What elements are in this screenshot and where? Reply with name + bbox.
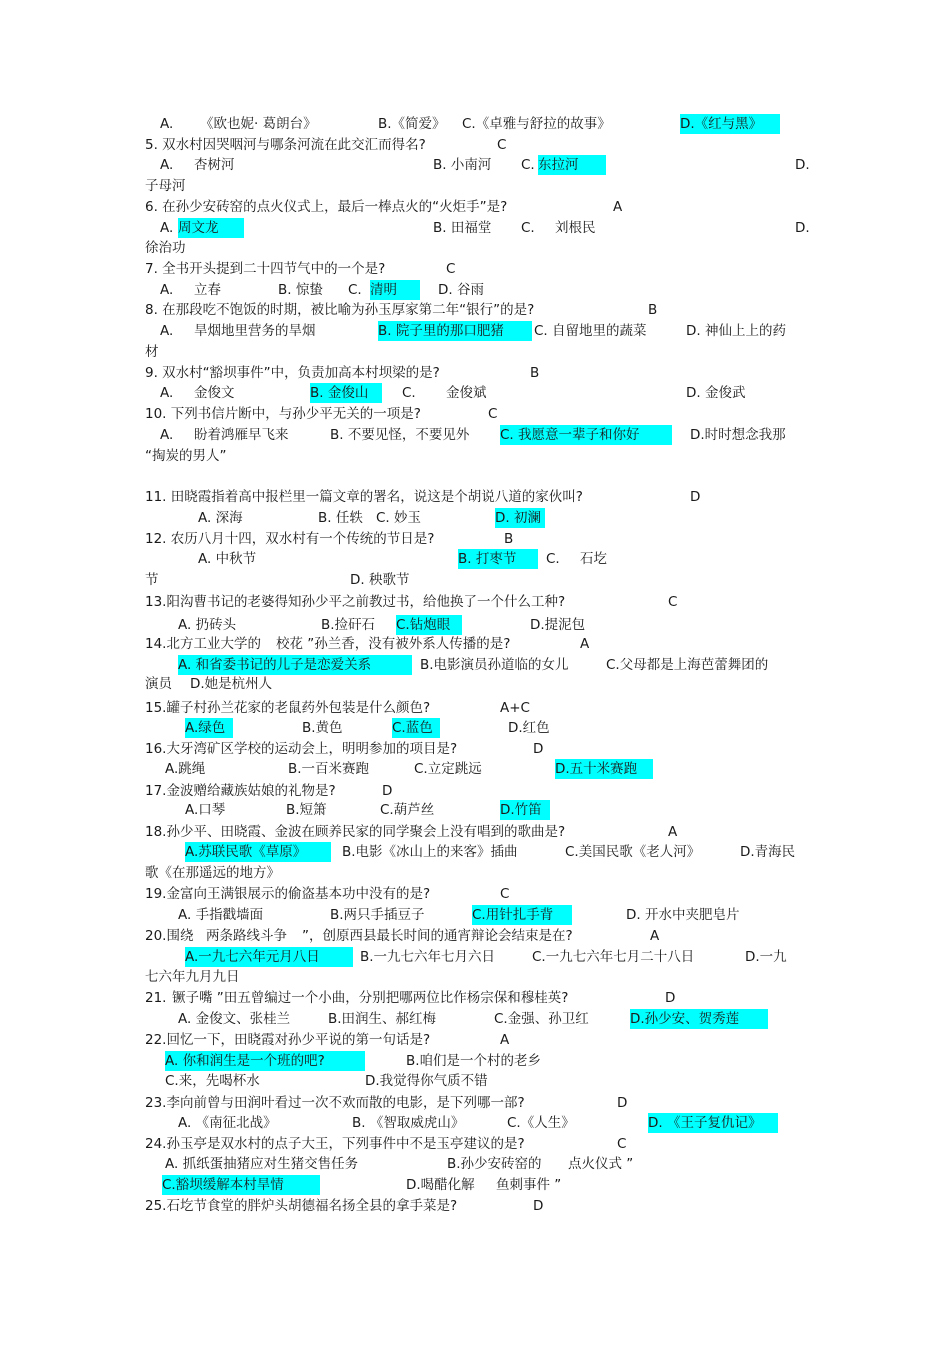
text-segment: A. 手指戳墙面 <box>178 907 264 923</box>
text-segment: 7. 全书开头提到二十四节气中的一个是? <box>145 261 386 277</box>
text-segment: 两条路线斗争 <box>206 928 287 944</box>
text-segment: A. 抓纸蛋抽猪应对生猪交售任务 <box>165 1156 359 1172</box>
text-segment: D <box>617 1095 628 1111</box>
text-segment: 9. 双水村“豁坝事件”中，负责加高本村坝梁的是? <box>145 365 440 381</box>
text-segment: 16.大牙湾矿区学校的运动会上，明明参加的项目是? <box>145 741 458 757</box>
text-segment: 6. 在孙少安砖窑的点火仪式上，最后一棒点火的“火炬手”是? <box>145 199 508 215</box>
text-segment: C.葫芦丝 <box>380 802 435 818</box>
text-segment: 演员 <box>145 676 172 692</box>
highlighted-answer: A.苏联民歌《草原》 <box>185 842 331 862</box>
text-segment: A <box>668 824 678 840</box>
highlighted-answer: D.孙少安、贺秀莲 <box>630 1009 768 1029</box>
highlighted-answer: D.《红与黑》 <box>680 114 780 134</box>
text-segment: 石圪 <box>580 551 607 567</box>
text-segment: 19.金富向王满银展示的偷盗基本功中没有的是? <box>145 886 431 902</box>
text-segment: B.一九七六年七月六日 <box>360 949 496 965</box>
text-segment: 11. 田晓霞指着高中报栏里一篇文章的署名，说这是个胡说八道的家伙叫? <box>145 489 583 505</box>
text-segment: 盼着鸿雁早飞来 <box>194 427 289 443</box>
text-segment: 13.阳沟曹书记的老婆得知孙少平之前教过书，给他换了一个什么工种? <box>145 594 566 610</box>
text-segment: C <box>500 886 510 902</box>
text-segment: 15.罐子村孙兰花家的老鼠药外包装是什么颜色? <box>145 700 431 716</box>
text-segment: C.美国民歌《老人河》 <box>565 844 701 860</box>
text-segment: 18.孙少平、田晓霞、金波在顾养民家的同学聚会上没有唱到的歌曲是? <box>145 824 566 840</box>
text-segment: A <box>613 199 623 215</box>
text-segment: C.父母都是上海芭蕾舞团的 <box>606 657 769 673</box>
text-segment: 金俊文 <box>194 385 235 401</box>
text-segment: B.两只手插豆子 <box>330 907 425 923</box>
text-segment: 8. 在那段吃不饱饭的时期，被比喻为孙玉厚家第二年“银行”的是? <box>145 302 535 318</box>
text-segment: B.短箫 <box>286 802 327 818</box>
text-segment: 金俊斌 <box>446 385 487 401</box>
text-segment: 21. <box>145 990 167 1006</box>
text-segment: C.金强、孙卫红 <box>494 1011 589 1027</box>
text-segment: 24.孙玉亭是双水村的点子大王，下列事件中不是玉亭建议的是? <box>145 1136 525 1152</box>
text-segment: C. <box>521 157 535 173</box>
text-segment: D <box>690 489 701 505</box>
text-segment: 立春 <box>194 282 221 298</box>
text-segment: B.咱们是一个村的老乡 <box>406 1053 542 1069</box>
text-segment: B. 小南河 <box>433 157 492 173</box>
text-segment: A. 扔砖头 <box>178 617 237 633</box>
text-segment: “掏炭的男人” <box>145 448 227 464</box>
text-segment: B. 任轶 <box>318 510 363 526</box>
text-segment: 子母河 <box>145 178 186 194</box>
text-segment: D.一九 <box>745 949 787 965</box>
text-segment: 校花 ”孙兰香，没有被外系人传播的是? <box>276 636 511 652</box>
text-segment: C.来，先喝杯水 <box>165 1073 260 1089</box>
text-segment: C.立定跳远 <box>414 761 482 777</box>
text-segment: 徐治功 <box>145 240 186 256</box>
text-segment: 5. 双水村因哭咽河与哪条河流在此交汇而得名? <box>145 137 426 153</box>
text-segment: D <box>382 783 393 799</box>
highlighted-answer: C.蓝色 <box>392 718 440 738</box>
text-segment: C <box>497 137 507 153</box>
text-segment: B.《简爱》 <box>378 116 446 132</box>
text-segment: 17.金波赠给藏族姑娘的礼物是? <box>145 783 336 799</box>
highlighted-answer: B. 打枣节 <box>458 549 538 569</box>
text-segment: D <box>665 990 676 1006</box>
text-segment: B <box>504 531 514 547</box>
text-segment: C <box>488 406 498 422</box>
text-segment: A. 金俊文、张桂兰 <box>178 1011 291 1027</box>
text-segment: D <box>533 1198 544 1214</box>
highlighted-answer: A. 和省委书记的儿子是恋爱关系 <box>178 655 412 675</box>
text-segment: D.她是杭州人 <box>190 676 273 692</box>
text-segment: 23.李向前曾与田润叶看过一次不欢而散的电影，是下列哪一部? <box>145 1095 525 1111</box>
text-segment: 点火仪式 ” <box>568 1156 634 1172</box>
text-segment: D.喝醋化解 <box>406 1177 475 1193</box>
text-segment: 杏树河 <box>194 157 235 173</box>
text-segment: C. 自留地里的蔬菜 <box>534 323 647 339</box>
highlighted-answer: C.豁坝缓解本村旱情 <box>162 1175 320 1195</box>
text-segment: B.一百米赛跑 <box>288 761 370 777</box>
text-segment: 鱼刺事件 ” <box>496 1177 562 1193</box>
highlighted-answer: D. 初澜 <box>495 508 545 528</box>
text-segment: 25.石圪节食堂的胖炉头胡德福名扬全县的拿手菜是? <box>145 1198 458 1214</box>
text-segment: D. <box>795 157 810 173</box>
text-segment: C <box>446 261 456 277</box>
text-segment: C.一九七六年七月二十八日 <box>532 949 695 965</box>
text-segment: B.黄色 <box>302 720 343 736</box>
text-segment: D.红色 <box>508 720 550 736</box>
text-segment: B.孙少安砖窑的 <box>447 1156 542 1172</box>
text-segment: B.捡矸石 <box>321 617 376 633</box>
text-segment: 刘根民 <box>555 220 596 236</box>
text-segment: D. 金俊武 <box>686 385 746 401</box>
text-segment: D. <box>795 220 810 236</box>
text-segment: A. <box>160 220 174 236</box>
text-segment: B. 田福堂 <box>433 220 492 236</box>
text-segment: 歌《在那遥远的地方》 <box>145 865 280 881</box>
text-segment: A. <box>160 427 174 443</box>
text-segment: A. 深海 <box>198 510 243 526</box>
text-segment: A <box>500 1032 510 1048</box>
highlighted-answer: D. 《王子复仇记》 <box>648 1113 778 1133</box>
highlighted-answer: 周文龙 <box>178 218 244 238</box>
highlighted-answer: A. 你和润生是一个班的吧? <box>165 1051 365 1071</box>
text-segment: C.《人生》 <box>507 1115 575 1131</box>
text-segment: C.《卓雅与舒拉的故事》 <box>462 116 611 132</box>
text-segment: A. <box>160 323 174 339</box>
text-segment: 镢子嘴 ”田五曾编过一个小曲，分别把哪两位比作杨宗保和穆桂英? <box>172 990 569 1006</box>
text-segment: D. 谷雨 <box>438 282 484 298</box>
highlighted-answer: C.钻炮眼 <box>396 615 462 635</box>
text-segment: 14.北方工业大学的 <box>145 636 261 652</box>
text-segment: D. 开水中夹肥皂片 <box>626 907 740 923</box>
highlighted-answer: 东拉河 <box>538 155 606 175</box>
text-segment: C. <box>546 551 560 567</box>
text-segment: B. 《智取威虎山》 <box>352 1115 465 1131</box>
text-segment: A <box>650 928 660 944</box>
highlighted-answer: C. 我愿意一辈子和你好 <box>500 425 672 445</box>
text-segment: B.电影演员孙道临的女儿 <box>420 657 569 673</box>
text-segment: D <box>533 741 544 757</box>
highlighted-answer: D.竹笛 <box>500 800 550 820</box>
text-segment: B. 惊蛰 <box>278 282 323 298</box>
text-segment: B. 不要见怪，不要见外 <box>330 427 470 443</box>
text-segment: 旱烟地里营务的旱烟 <box>194 323 316 339</box>
text-segment: D. 神仙上上的药 <box>686 323 786 339</box>
text-segment: A.跳绳 <box>165 761 206 777</box>
text-segment: A. <box>160 116 174 132</box>
text-segment: A. <box>160 282 174 298</box>
text-segment: B <box>530 365 540 381</box>
text-segment: C. 妙玉 <box>376 510 422 526</box>
text-segment: B <box>648 302 658 318</box>
text-segment: A. <box>160 385 174 401</box>
text-segment: 七六年九月九日 <box>145 969 240 985</box>
highlighted-answer: A.一九七六年元月八日 <box>185 947 353 967</box>
text-segment: D.青海民 <box>740 844 796 860</box>
text-segment: D. 秧歌节 <box>350 572 410 588</box>
text-segment: A. <box>160 157 174 173</box>
text-segment: C <box>668 594 678 610</box>
text-segment: 12. 农历八月十四，双水村有一个传统的节日是? <box>145 531 435 547</box>
text-segment: 22.回忆一下，田晓霞对孙少平说的第一句话是? <box>145 1032 431 1048</box>
text-segment: A. 中秋节 <box>198 551 257 567</box>
highlighted-answer: C.用针扎手背 <box>472 905 572 925</box>
text-segment: A. 《南征北战》 <box>178 1115 277 1131</box>
text-segment: B.电影《冰山上的来客》插曲 <box>342 844 518 860</box>
text-segment: 节 <box>145 572 159 588</box>
highlighted-answer: A.绿色 <box>185 718 233 738</box>
text-segment: 10. 下列书信片断中，与孙少平无关的一项是? <box>145 406 421 422</box>
highlighted-answer: B. 金俊山 <box>310 383 382 403</box>
text-segment: ”，创原西县最长时间的通宵辩论会结束是在? <box>302 928 573 944</box>
text-segment: A+C <box>500 700 530 716</box>
text-segment: D.提泥包 <box>530 617 586 633</box>
text-segment: D.我觉得你气质不错 <box>365 1073 488 1089</box>
text-segment: 材 <box>145 344 159 360</box>
highlighted-answer: B. 院子里的那口肥猪 <box>378 321 532 341</box>
text-segment: A <box>580 636 590 652</box>
text-segment: C. <box>402 385 416 401</box>
highlighted-answer: D.五十米赛跑 <box>555 759 653 779</box>
text-segment: C. <box>521 220 535 236</box>
text-segment: 《欧也妮· 葛朗台》 <box>200 116 317 132</box>
text-segment: C. <box>348 282 362 298</box>
text-segment: C <box>617 1136 627 1152</box>
text-segment: B.田润生、郝红梅 <box>328 1011 437 1027</box>
highlighted-answer: 清明 <box>370 280 420 300</box>
text-segment: D.时时想念我那 <box>690 427 786 443</box>
text-segment: 20.围绕 <box>145 928 194 944</box>
text-segment: A.口琴 <box>185 802 226 818</box>
